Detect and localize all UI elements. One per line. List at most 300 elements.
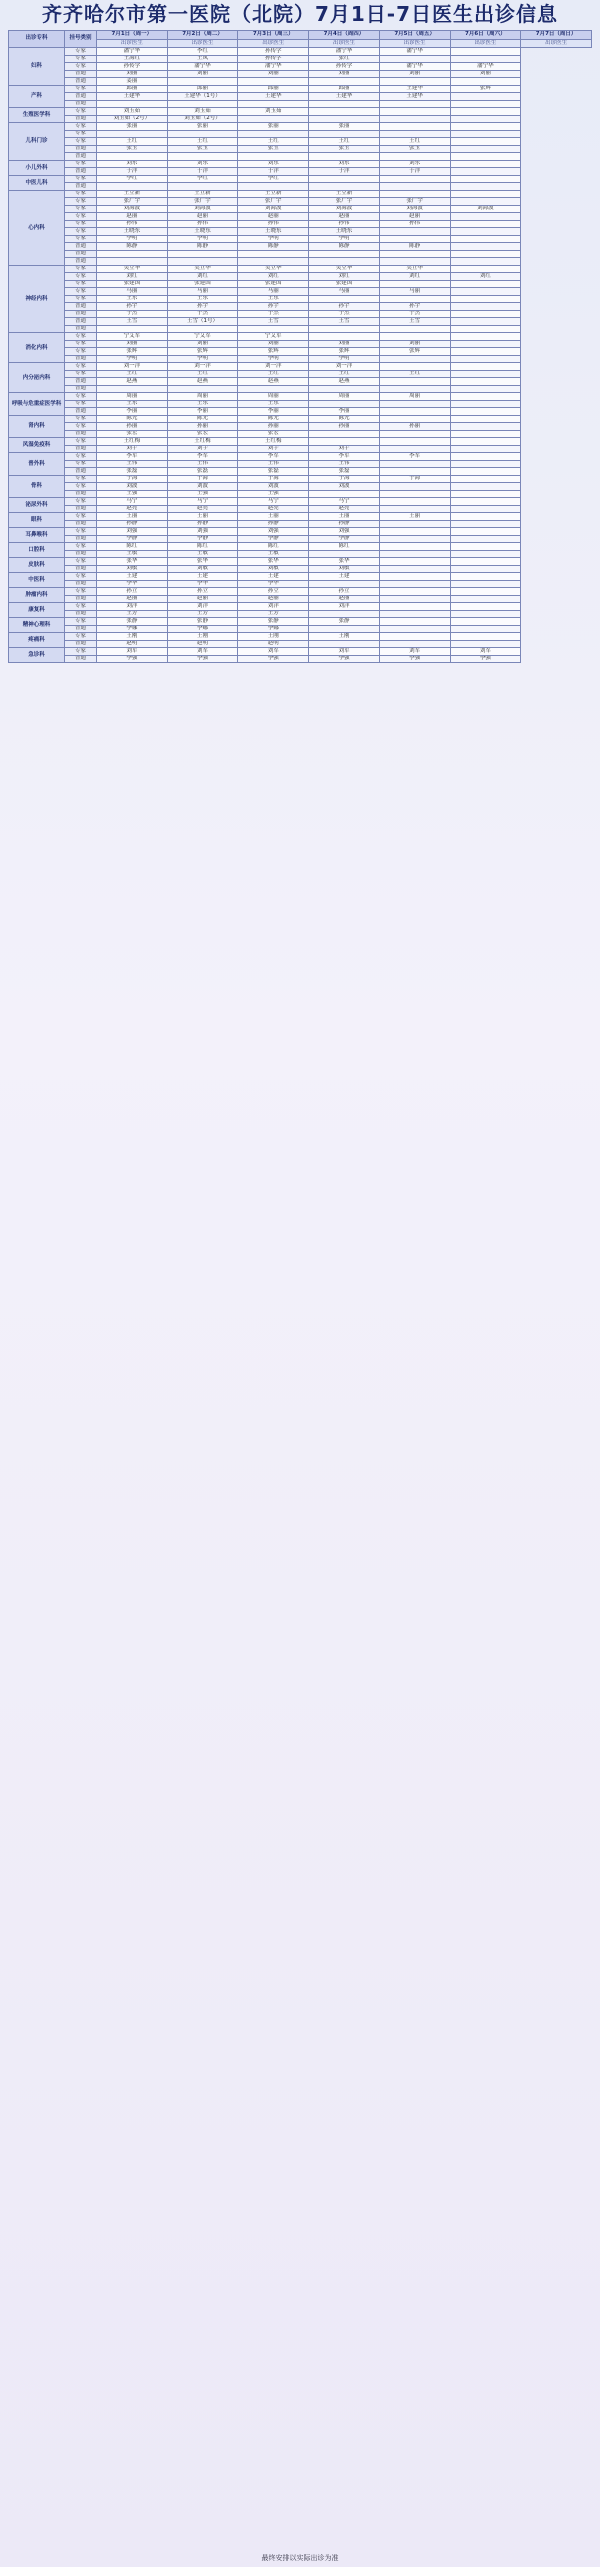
doctor-cell: 王红梅 — [97, 438, 168, 446]
day-header: 7月4日（周四） — [309, 31, 380, 40]
table-row — [9, 220, 592, 228]
table-row — [9, 445, 592, 453]
doctor-cell: 马宁 — [238, 498, 309, 506]
header-subrow — [9, 40, 592, 48]
table-row — [9, 303, 592, 311]
table-row — [9, 483, 592, 491]
doctor-cell — [450, 160, 521, 168]
doctor-cell: 孙丽 — [167, 423, 238, 431]
doctor-cell — [379, 250, 450, 258]
doctor-cell: 刘红 — [379, 273, 450, 281]
table-row — [9, 543, 592, 551]
doctor-cell: 刘丽 — [309, 70, 380, 78]
doctor-cell: 张建国 — [238, 280, 309, 288]
table-row — [9, 385, 592, 393]
table-row — [9, 153, 592, 161]
doctor-cell — [379, 355, 450, 363]
doctor-cell — [379, 408, 450, 416]
doctor-cell: 马宁 — [167, 498, 238, 506]
doctor-cell: 李华 — [97, 580, 168, 588]
doctor-cell — [379, 108, 450, 116]
doctor-cell — [450, 565, 521, 573]
doctor-cell: 王强 — [167, 490, 238, 498]
registration-type: 专家 — [65, 633, 97, 641]
registration-type: 普通 — [65, 655, 97, 663]
doctor-cell: 陈光 — [167, 415, 238, 423]
doctor-cell: 刘丽 — [167, 70, 238, 78]
doctor-cell: 李丽 — [97, 408, 168, 416]
department-name: 耳鼻喉科 — [9, 528, 65, 543]
registration-type: 普通 — [65, 580, 97, 588]
doctor-cell — [379, 123, 450, 131]
table-row — [9, 558, 592, 566]
registration-type: 专家 — [65, 205, 97, 213]
doctor-cell: 李红 — [238, 175, 309, 183]
doctor-cell: 赵丽 — [379, 213, 450, 221]
doctor-cell — [450, 310, 521, 318]
doctor-cell: 邱丽 — [167, 85, 238, 93]
doctor-cell: 刘红 — [309, 273, 380, 281]
doctor-cell: 王红梅 — [238, 438, 309, 446]
type-header: 挂号类别 — [65, 31, 97, 48]
doctor-cell: 王强 — [238, 490, 309, 498]
doctor-cell: 刘敏 — [238, 565, 309, 573]
table-row — [9, 108, 592, 116]
doctor-cell: 潘宁华 — [309, 48, 380, 56]
doctor-cell: 王东 — [167, 400, 238, 408]
doctor-cell — [450, 348, 521, 356]
table-row — [9, 475, 592, 483]
doctor-cell: 李明 — [238, 355, 309, 363]
doctor-cell — [97, 130, 168, 138]
doctor-cell: 刘丽 — [238, 340, 309, 348]
table-row — [9, 460, 592, 468]
doctor-cell — [450, 363, 521, 371]
doctor-cell — [450, 333, 521, 341]
doctor-cell — [309, 385, 380, 393]
doctor-cell: 刘强 — [309, 528, 380, 536]
doctor-cell: 王丽 — [309, 513, 380, 521]
doctor-cell: 王红 — [167, 370, 238, 378]
doctor-cell — [450, 265, 521, 273]
doctor-cell: 邱丽 — [309, 85, 380, 93]
registration-type: 普通 — [65, 115, 97, 123]
doctor-cell: 李强 — [167, 655, 238, 663]
table-row — [9, 520, 592, 528]
doctor-cell: 刘一洋 — [238, 363, 309, 371]
doctor-cell: 王刚 — [238, 633, 309, 641]
doctor-cell — [379, 588, 450, 596]
doctor-cell: 刘军 — [450, 648, 521, 656]
doctor-cell — [379, 430, 450, 438]
department-name: 中医科 — [9, 573, 65, 588]
doctor-cell — [450, 145, 521, 153]
doctor-cell — [97, 325, 168, 333]
registration-type: 专家 — [65, 228, 97, 236]
registration-type: 普通 — [65, 640, 97, 648]
doctor-cell: 于海 — [97, 475, 168, 483]
registration-type: 专家 — [65, 160, 97, 168]
doctor-cell: 李明 — [309, 235, 380, 243]
table-row — [9, 145, 592, 153]
registration-type: 专家 — [65, 513, 97, 521]
doctor-cell: 刘海波 — [379, 205, 450, 213]
registration-type: 专家 — [65, 603, 97, 611]
doctor-cell — [379, 235, 450, 243]
doctor-cell: 于洋 — [167, 168, 238, 176]
doctor-cell: 于杰 — [379, 310, 450, 318]
doctor-cell: 张广宇 — [379, 198, 450, 206]
registration-type: 专家 — [65, 108, 97, 116]
table-row — [9, 618, 592, 626]
doctor-cell — [450, 498, 521, 506]
department-name: 风湿免疫科 — [9, 438, 65, 453]
doctor-cell — [379, 595, 450, 603]
doctor-cell: 李静 — [309, 535, 380, 543]
doctor-cell — [167, 325, 238, 333]
doctor-cell: 张丽 — [97, 123, 168, 131]
doctor-cell: 刘强 — [97, 528, 168, 536]
doctor-cell — [450, 610, 521, 618]
doctor-cell: 王东 — [167, 295, 238, 303]
doctor-cell: 李娜 — [167, 625, 238, 633]
day-header: 7月1日（周一） — [97, 31, 168, 40]
doctor-cell: 张玉 — [167, 145, 238, 153]
table-row — [9, 633, 592, 641]
doctor-cell — [450, 115, 521, 123]
doctor-cell — [450, 250, 521, 258]
day-header: 7月2日（周二） — [167, 31, 238, 40]
doctor-cell — [450, 438, 521, 446]
doctor-cell: 张辉 — [167, 348, 238, 356]
table-row — [9, 340, 592, 348]
doctor-cell: 刘海波 — [167, 205, 238, 213]
doctor-cell: 王立新 — [238, 190, 309, 198]
doctor-cell: 陈光 — [97, 415, 168, 423]
doctor-cell: 王晓东 — [309, 228, 380, 236]
registration-type: 专家 — [65, 460, 97, 468]
doctor-cell — [309, 258, 380, 266]
registration-type: 普通 — [65, 355, 97, 363]
doctor-cell: 孙伟 — [167, 220, 238, 228]
doctor-cell: 王伟 — [97, 460, 168, 468]
table-row — [9, 370, 592, 378]
doctor-cell — [450, 175, 521, 183]
doctor-cell — [379, 483, 450, 491]
doctor-cell — [309, 625, 380, 633]
doctor-cell: 王丽 — [97, 513, 168, 521]
doctor-cell: 孙传学 — [238, 48, 309, 56]
registration-type: 普通 — [65, 78, 97, 86]
doctor-cell: 王刚 — [167, 633, 238, 641]
doctor-cell: 王芳 — [238, 610, 309, 618]
doctor-cell — [379, 610, 450, 618]
table-row — [9, 160, 592, 168]
doctor-cell — [450, 393, 521, 401]
doctor-cell — [379, 550, 450, 558]
doctor-cell: 刘丽 — [97, 340, 168, 348]
doctor-cell: 刘一洋 — [309, 363, 380, 371]
doctor-cell: 王芳 — [167, 610, 238, 618]
doctor-cell: 陈光 — [238, 415, 309, 423]
doctor-cell — [450, 213, 521, 221]
registration-type: 专家 — [65, 55, 97, 63]
doctor-cell: 孙静 — [167, 520, 238, 528]
doctor-cell: 张玉 — [97, 145, 168, 153]
table-row — [9, 648, 592, 656]
doctor-cell — [238, 183, 309, 191]
registration-type: 专家 — [65, 288, 97, 296]
registration-type: 普通 — [65, 408, 97, 416]
doctor-cell — [238, 78, 309, 86]
doctor-cell — [167, 130, 238, 138]
doctor-cell: 孙立 — [309, 588, 380, 596]
doctor-cell — [379, 505, 450, 513]
corner-header: 出诊专科 — [9, 31, 65, 48]
doctor-cell — [450, 130, 521, 138]
doctor-cell — [450, 280, 521, 288]
doctor-cell: 王红 — [379, 370, 450, 378]
doctor-cell — [450, 123, 521, 131]
doctor-cell — [379, 498, 450, 506]
doctor-cell: 赵丽 — [309, 213, 380, 221]
registration-type: 专家 — [65, 190, 97, 198]
doctor-cell: 周丽 — [309, 393, 380, 401]
doctor-cell — [450, 483, 521, 491]
doctor-cell — [309, 325, 380, 333]
doctor-cell: 赵亮 — [309, 505, 380, 513]
doctor-cell: 赵亮 — [97, 505, 168, 513]
doctor-cell: 陈红 — [167, 543, 238, 551]
doctor-cell — [450, 573, 521, 581]
doctor-cell: 刘红 — [238, 273, 309, 281]
doctor-cell — [309, 78, 380, 86]
day-header: 7月5日（周五） — [379, 31, 450, 40]
registration-type: 专家 — [65, 475, 97, 483]
department-name: 产科 — [9, 85, 65, 108]
doctor-cell: 赵明 — [167, 640, 238, 648]
registration-type: 普通 — [65, 565, 97, 573]
doctor-cell: 张华 — [167, 558, 238, 566]
doctor-cell: 王红 — [309, 138, 380, 146]
doctor-cell: 王建 — [309, 573, 380, 581]
registration-type: 专家 — [65, 175, 97, 183]
table-row — [9, 295, 592, 303]
doctor-cell — [450, 100, 521, 108]
registration-type: 普通 — [65, 100, 97, 108]
registration-type: 专家 — [65, 348, 97, 356]
doctor-cell: 马丽 — [238, 288, 309, 296]
table-row — [9, 205, 592, 213]
doctor-cell — [450, 303, 521, 311]
department-name: 普外科 — [9, 453, 65, 476]
doctor-cell: 孙宇 — [309, 303, 380, 311]
doctor-cell — [309, 430, 380, 438]
doctor-cell: 王雪 — [379, 318, 450, 326]
doctor-cell: 陈红 — [309, 543, 380, 551]
doctor-cell: 刘宇 — [309, 445, 380, 453]
session-header: 出诊医生 — [238, 40, 309, 48]
doctor-cell: 周丽 — [238, 393, 309, 401]
doctor-cell — [238, 385, 309, 393]
registration-type: 专家 — [65, 573, 97, 581]
doctor-cell — [450, 370, 521, 378]
doctor-cell — [450, 453, 521, 461]
doctor-cell: 于海 — [379, 475, 450, 483]
doctor-cell: 李华 — [238, 580, 309, 588]
doctor-cell: 刘军 — [167, 648, 238, 656]
doctor-cell — [238, 153, 309, 161]
doctor-cell: 王丽 — [238, 513, 309, 521]
table-row — [9, 565, 592, 573]
doctor-cell: 王东 — [238, 295, 309, 303]
doctor-cell: 李红 — [167, 48, 238, 56]
registration-type: 专家 — [65, 648, 97, 656]
registration-type: 专家 — [65, 198, 97, 206]
registration-type: 专家 — [65, 48, 97, 56]
doctor-cell — [309, 183, 380, 191]
doctor-cell — [379, 175, 450, 183]
doctor-cell — [97, 258, 168, 266]
doctor-cell: 邱丽 — [97, 85, 168, 93]
doctor-cell — [167, 250, 238, 258]
department-name: 神经内科 — [9, 265, 65, 333]
doctor-cell: 王丽 — [379, 513, 450, 521]
doctor-cell: 张辉 — [97, 348, 168, 356]
doctor-cell: 赵亮 — [238, 505, 309, 513]
doctor-cell — [238, 250, 309, 258]
doctor-cell: 周丽 — [379, 393, 450, 401]
doctor-cell: 李丽 — [309, 408, 380, 416]
doctor-cell: 刘军 — [97, 648, 168, 656]
doctor-cell: 王建华 — [97, 93, 168, 101]
page-title: 齐齐哈尔市第一医院（北院）7月1日-7日医生出诊信息 — [41, 2, 559, 26]
doctor-cell: 刘军 — [309, 648, 380, 656]
doctor-cell: 潘宁华 — [450, 63, 521, 71]
doctor-cell — [450, 423, 521, 431]
doctor-cell — [450, 505, 521, 513]
doctor-cell: 吴立华 — [379, 265, 450, 273]
registration-type: 专家 — [65, 85, 97, 93]
registration-type: 普通 — [65, 490, 97, 498]
table-row — [9, 115, 592, 123]
table-row — [9, 468, 592, 476]
doctor-cell — [309, 108, 380, 116]
doctor-cell — [167, 385, 238, 393]
department-name: 中医儿科 — [9, 175, 65, 190]
doctor-cell — [379, 468, 450, 476]
doctor-cell: 周丽 — [167, 393, 238, 401]
doctor-cell: 孙宇 — [97, 303, 168, 311]
doctor-cell: 吴立华 — [238, 265, 309, 273]
doctor-cell — [450, 550, 521, 558]
doctor-cell — [450, 325, 521, 333]
doctor-cell — [450, 153, 521, 161]
doctor-cell: 潘宁华 — [379, 48, 450, 56]
doctor-cell: 张丽 — [238, 123, 309, 131]
doctor-cell: 刘宇 — [97, 445, 168, 453]
doctor-cell: 赵丽 — [167, 213, 238, 221]
doctor-cell: 姜丽 — [97, 78, 168, 86]
doctor-cell — [450, 295, 521, 303]
table-row — [9, 100, 592, 108]
doctor-cell: 王敏 — [167, 550, 238, 558]
doctor-cell — [450, 93, 521, 101]
registration-type: 普通 — [65, 325, 97, 333]
doctor-cell: 刘波 — [309, 483, 380, 491]
registration-type: 普通 — [65, 168, 97, 176]
department-name: 急诊科 — [9, 648, 65, 663]
doctor-cell: 张华 — [97, 558, 168, 566]
doctor-cell — [167, 100, 238, 108]
doctor-cell: 于杰 — [167, 310, 238, 318]
doctor-cell: 刘敏 — [309, 565, 380, 573]
doctor-cell — [450, 168, 521, 176]
doctor-cell — [379, 438, 450, 446]
doctor-cell: 孙宇 — [379, 303, 450, 311]
doctor-cell: 李静 — [167, 535, 238, 543]
registration-type: 普通 — [65, 550, 97, 558]
doctor-cell: 赵丽 — [97, 213, 168, 221]
doctor-cell — [450, 520, 521, 528]
doctor-cell: 王雪 — [238, 318, 309, 326]
doctor-cell — [450, 288, 521, 296]
doctor-cell: 于洋 — [309, 168, 380, 176]
doctor-cell: 张宏 — [238, 430, 309, 438]
doctor-cell: 李静 — [238, 535, 309, 543]
registration-type: 普通 — [65, 183, 97, 191]
table-row — [9, 250, 592, 258]
table-row — [9, 505, 592, 513]
doctor-cell: 王东 — [97, 295, 168, 303]
table-row — [9, 183, 592, 191]
doctor-cell: 孙丽 — [379, 423, 450, 431]
doctor-cell: 刘东 — [379, 160, 450, 168]
doctor-cell: 李明 — [97, 235, 168, 243]
doctor-cell: 于杰 — [97, 310, 168, 318]
registration-type: 专家 — [65, 393, 97, 401]
doctor-cell: 孙立 — [97, 588, 168, 596]
doctor-cell: 孙静 — [309, 520, 380, 528]
doctor-cell: 张磊 — [309, 468, 380, 476]
doctor-cell: 张华 — [309, 558, 380, 566]
doctor-cell: 刘波 — [167, 483, 238, 491]
doctor-cell — [309, 333, 380, 341]
doctor-cell: 李红 — [167, 175, 238, 183]
doctor-cell: 王强 — [97, 490, 168, 498]
registration-type: 专家 — [65, 415, 97, 423]
doctor-cell — [167, 183, 238, 191]
session-header: 出诊医生 — [167, 40, 238, 48]
registration-type: 普通 — [65, 318, 97, 326]
doctor-cell: 王立新 — [309, 190, 380, 198]
registration-type: 专家 — [65, 423, 97, 431]
doctor-cell: 刘丽 — [379, 340, 450, 348]
doctor-cell — [450, 588, 521, 596]
doctor-cell: 孙宇 — [238, 303, 309, 311]
doctor-cell — [238, 130, 309, 138]
doctor-cell: 刘海波 — [309, 205, 380, 213]
doctor-cell — [309, 550, 380, 558]
doctor-cell — [450, 355, 521, 363]
doctor-cell — [379, 640, 450, 648]
doctor-cell — [450, 490, 521, 498]
doctor-cell: 张辉 — [238, 348, 309, 356]
doctor-cell — [309, 490, 380, 498]
doctor-cell — [450, 183, 521, 191]
table-row — [9, 430, 592, 438]
doctor-cell — [379, 535, 450, 543]
